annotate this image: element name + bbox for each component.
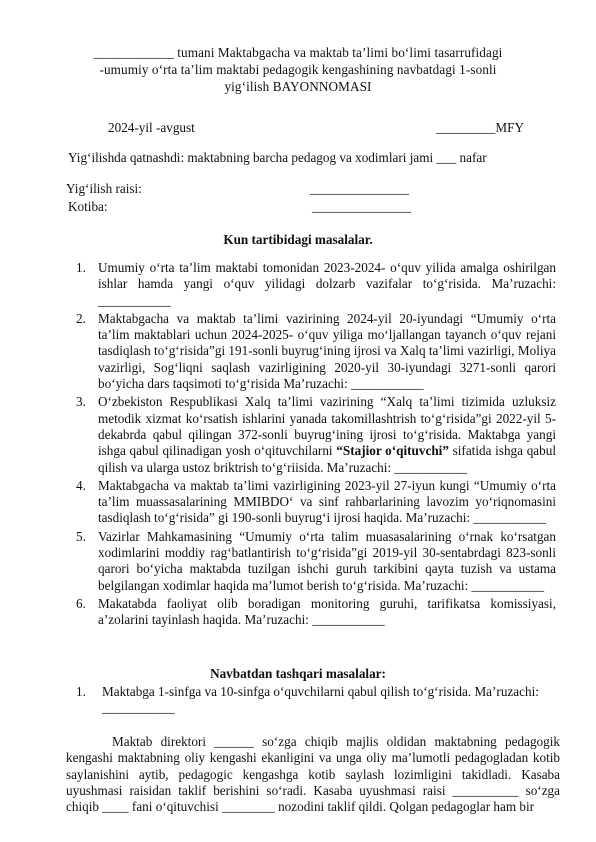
extraordinary-agenda-title: Navbatdan tashqari masalalar: [210, 666, 386, 681]
agenda-item-text-continued: sifatida ishga qabul qilish va ularga ustoz briktrish to‘g‘riisida. Ma’ruzachi: ___________ [98, 443, 556, 475]
agenda-item-text: Maktabgacha va maktab ta’limi vazirining 2024-yil 20-iyundagi “Umumiy o‘rta ta’lim maktablari uchun 2024-2025- o‘quv yiliga mo‘ljallangan tayanch o‘quv rejani tasdiqlash to‘g‘risida”gi 191-sonli buyrug‘ining ijrosi va Xalq ta’limi vazirligi, Moliya vazirligi, Sog‘liqni saqlash vazirligining 2020-yil 30-iyundagi 3271-sonli qarori bo‘yicha dars taqsimoti to‘g‘risida Ma’ruzachi: ___________ [98, 310, 556, 392]
secretary-label: Kotiba: [68, 199, 108, 214]
chair-signature-row [66, 181, 409, 197]
agenda-item-1 [76, 260, 556, 309]
header-line-3: yig‘ilish BAYONNOMASI [224, 79, 372, 94]
agenda-item-number: 6. [76, 595, 86, 611]
agenda-item-bold-term: “Stajior o‘qituvchi” [336, 443, 449, 459]
agenda-item-3 [76, 394, 556, 475]
agenda-item-number: 1. [76, 260, 86, 275]
header-line-1: ____________ tumani Maktabgacha va maktab ta’limi bo‘limi tasarrufidagi [93, 45, 503, 60]
participants-line: Yig‘ilishda qatnashdi: maktabning barcha pedagog va xodimlari jami ___ nafar [68, 150, 487, 165]
agenda-item-number: 3. [76, 394, 86, 410]
meeting-date: 2024-yil -avgust [108, 120, 195, 135]
agenda-list [76, 260, 556, 631]
meeting-place: _________MFY [436, 120, 524, 135]
header-line-2: -umumiy o‘rta ta’lim maktabi pedagogik kengashining navbatdagi 1-sonli [99, 62, 497, 77]
agenda-item-5 [76, 528, 556, 594]
minutes-paragraph: Maktab direktori ______ so‘zga chiqib majlis oldidan maktabning pedagogik kengashi maktabning oliy kengashi ekanligini va unga oliy ma’lumotli pedagogladan kotib saylanishini aytib, pedagogic kengashga kotib saylash lozimligini takidladi. Kasaba uyushmasi raisidan taklif berishini so‘radi. Kasaba uyushmasi raisi __________ so‘zga chiqib ____ fani o‘qituvchisi ________ nozodini taklif qildi. Qolgan pedagoglar ham bir [66, 734, 560, 815]
agenda-item-4 [76, 477, 556, 527]
chair-label: Yig‘ilish raisi: [66, 181, 142, 196]
agenda-item-6 [76, 595, 556, 629]
agenda-title: Kun tartibidagi masalalar. [223, 232, 373, 247]
agenda-item-text: Maktabgacha va maktab ta’limi vazirligining 2023-yil 27-iyun kungi “Umumiy o‘rta ta’lim muassasalarining MMIBDO‘ va sinf rahbarlarining lavozim yo‘riqnomasini tasdiqlash to‘g‘risida” gi 190-sonli buyrug‘i ijrosi haqida. Ma’ruzachi: ___________ [98, 477, 556, 526]
agenda-item-number: 4. [76, 477, 86, 493]
agenda-item-number: 5. [76, 528, 86, 544]
agenda-item-2 [76, 310, 556, 392]
agenda-item-text: Makatabda faoliyat olib boradigan monitoring guruhi, tarifikatsa komissiyasi, a’zolarini tayinlash haqida. Ma’ruzachi: ___________ [98, 595, 556, 628]
extraordinary-agenda-list [76, 684, 568, 719]
agenda-item-text: Umumiy o‘rta ta’lim maktabi tomonidan 2023-2024- o‘quv yilida amalga oshirilgan ishlar hamda yangi o‘quv yilidagi dolzarb vazifalar to‘g‘risida. Ma’ruzachi: ___________ [98, 260, 556, 308]
agenda-item-text: Vazirlar Mahkamasining “Umumiy o‘rta talim muasasalarining o‘rnak ko‘rsatgan xodimlarini moddiy rag‘batlantirish to‘g‘risida”gi 2019-yil 30-sentabrdagi 823-sonli qarori bo‘yicha maktabda tuzilgan ishchi guruh tarkibini qayta tuzish va ustama belgilangan xodimlar haqida ma’lumot berish to‘g‘risida. Ma’ruzachi: ___________ [98, 528, 556, 593]
secretary-signature-line: _______________ [312, 199, 411, 214]
date-place-line [108, 120, 524, 136]
extraordinary-item-number: 1. [76, 684, 86, 699]
extraordinary-item-1 [76, 684, 568, 717]
secretary-signature-row [68, 199, 411, 215]
document-header [40, 44, 556, 95]
chair-signature-line: _______________ [310, 181, 409, 196]
agenda-item-number: 2. [76, 310, 86, 326]
extraordinary-item-text: Maktabga 1-sinfga va 10-sinfga o‘quvchilarni qabul qilish to‘g‘risida. Ma’ruzachi: ___________ [102, 684, 539, 716]
agenda-item-text: O‘zbekiston Respublikasi Xalq ta’limi vazirining “Xalq ta’limi tizimida uzluksiz metodik xizmat ko‘rsatish ishlarini yanada takomillashtrish to‘g‘risida”gi 2022-yil 5-dekabrda qabul qilingan 372-sonli buyrug‘ining ijrosi to‘g‘risida. Maktabga yangi ishga qabul qilinadigan yosh o‘qituvchilarni [98, 394, 556, 459]
